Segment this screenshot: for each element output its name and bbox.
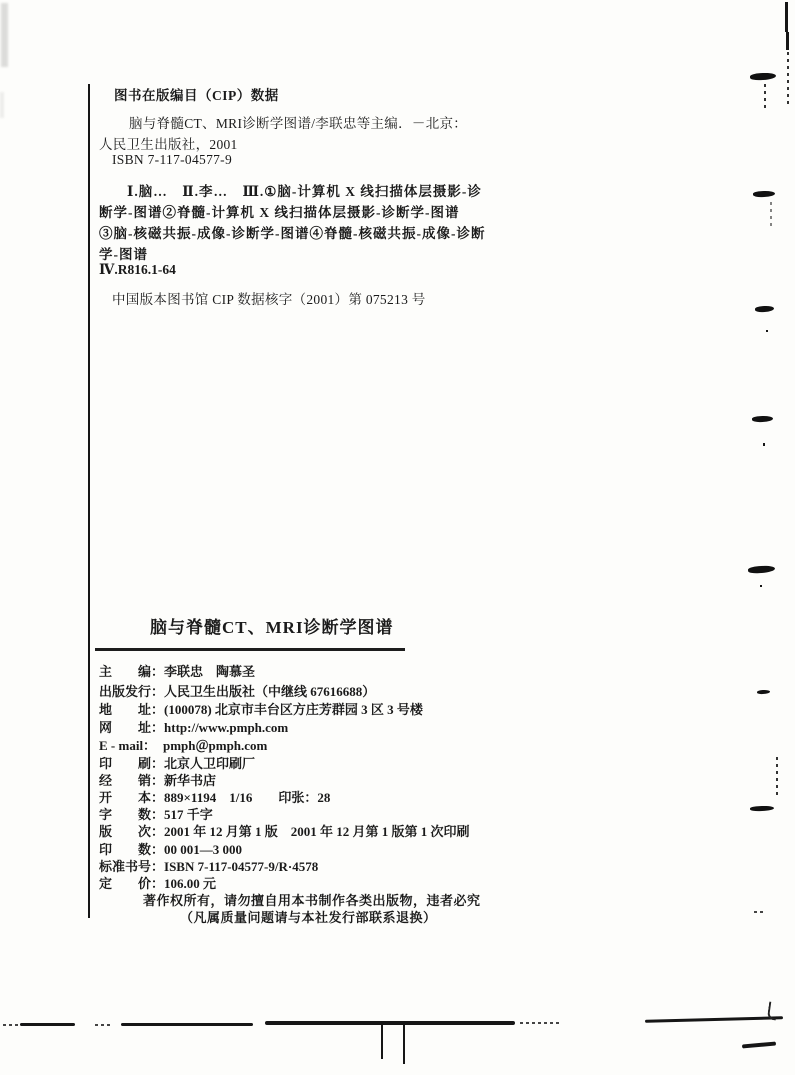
scan-bottomline-segment (20, 1023, 75, 1026)
row-label: 标准书号： (99, 859, 165, 874)
scan-dash (750, 806, 774, 812)
scan-dots (754, 911, 766, 913)
colophon-row-address (99, 699, 423, 718)
scan-bottomline-segment (645, 1016, 783, 1023)
scan-dot (766, 330, 768, 332)
cip-publisher-line: 人民卫生出版社，2001 (99, 137, 238, 152)
scan-dotted-streak (776, 757, 778, 795)
scan-dot (763, 443, 765, 446)
row-value: ISBN 7-117-04577-9/R·4578 (164, 859, 319, 874)
row-label: 网 址： (99, 720, 165, 735)
scan-dash (753, 191, 775, 198)
cip-classification-line: ③脑-核磁共振-成像-诊断学-图谱④脊髓-核磁共振-成像-诊断 (99, 226, 486, 241)
scan-streak-topright (785, 2, 788, 32)
scan-bottomline-segment (121, 1023, 253, 1026)
cip-heading: 图书在版编目（CIP）数据 (114, 88, 279, 103)
row-value: 106.00 元 (164, 876, 217, 891)
row-label: 经 销： (99, 773, 165, 788)
title-underline-rule (95, 648, 405, 651)
scan-dot (760, 585, 762, 587)
colophon-row-edition (99, 821, 470, 840)
cip-classification-line: 断学-图谱②脊髓-计算机 X 线扫描体层摄影-诊断学-图谱 (99, 205, 460, 220)
row-label: 版 次： (99, 824, 165, 839)
row-label: 地 址： (99, 702, 165, 717)
row-value: 人民卫生出版社（中继线 67616688） (164, 684, 376, 699)
row-label: 定 价： (99, 876, 165, 891)
row-value: 2001 年 12 月第 1 版 2001 年 12 月第 1 版第 1 次印刷 (164, 824, 470, 839)
row-value: 517 千字 (164, 807, 213, 822)
cip-title-line: 脑与脊髓CT、MRI诊断学图谱/李联忠等主编．－北京： (129, 116, 468, 131)
row-value: 北京人卫印刷厂 (164, 756, 256, 771)
row-value: http://www.pmph.com (164, 720, 289, 735)
row-value: 新华书店 (164, 773, 217, 788)
scan-dotted-streak (787, 52, 789, 106)
colophon-row-publisher (99, 681, 375, 700)
row-label: 印 数： (99, 842, 165, 857)
row-value: 889×1194 1/16 印张：28 (164, 790, 331, 805)
scan-dotted-streak (770, 202, 772, 228)
scan-dash (748, 565, 775, 574)
scan-smudge-left (0, 92, 4, 118)
scan-bottomline-segment (265, 1021, 515, 1025)
row-value: 00 001—3 000 (164, 842, 243, 857)
row-label: 出版发行： (99, 684, 165, 699)
scan-bottomline-dots (520, 1022, 560, 1024)
scan-dash (752, 416, 773, 423)
row-label: 字 数： (99, 807, 165, 822)
scan-dotted-streak (764, 84, 766, 108)
scan-dash (750, 72, 776, 80)
colophon-row-email (99, 735, 267, 754)
scan-dash (742, 1042, 776, 1049)
cip-record-line: 中国版本图书馆 CIP 数据核字（2001）第 075213 号 (112, 292, 426, 307)
scan-tick (381, 1025, 383, 1059)
row-label: 开 本： (99, 790, 165, 805)
row-value: 李联忠 陶慕圣 (164, 664, 256, 679)
cip-classification-line: Ⅳ.R816.1-64 (99, 262, 176, 277)
cip-isbn-line: ISBN 7-117-04577-9 (112, 152, 233, 167)
scan-dash (755, 306, 774, 313)
quality-note: （凡属质量问题请与本社发行部联系退换） (180, 910, 437, 925)
row-label: E - mail： (99, 738, 157, 753)
scan-streak-topright (786, 32, 789, 50)
row-value: (100078) 北京市丰台区方庄芳群园 3 区 3 号楼 (164, 702, 423, 717)
row-label: 主 编： (99, 664, 165, 679)
cip-classification-line: Ⅰ.脑… Ⅱ.李… Ⅲ.①脑-计算机 X 线扫描体层摄影-诊 (127, 184, 482, 199)
colophon-row-website (99, 717, 288, 736)
cip-left-rule (88, 84, 90, 918)
scan-bottomline-dots (95, 1024, 113, 1026)
scan-dash-small (757, 690, 770, 694)
book-title: 脑与脊髓CT、MRI诊断学图谱 (150, 618, 394, 637)
row-value: pmph＠pmph.com (163, 738, 268, 753)
copyright-notice: 著作权所有，请勿擅自用本书制作各类出版物，违者必究 (143, 893, 481, 908)
row-label: 印 刷： (99, 756, 165, 771)
colophon-row-editor (99, 661, 255, 680)
scan-tick (403, 1025, 405, 1064)
cip-classification-line: 学-图谱 (99, 247, 148, 262)
scan-smudge-left-top (1, 3, 8, 67)
